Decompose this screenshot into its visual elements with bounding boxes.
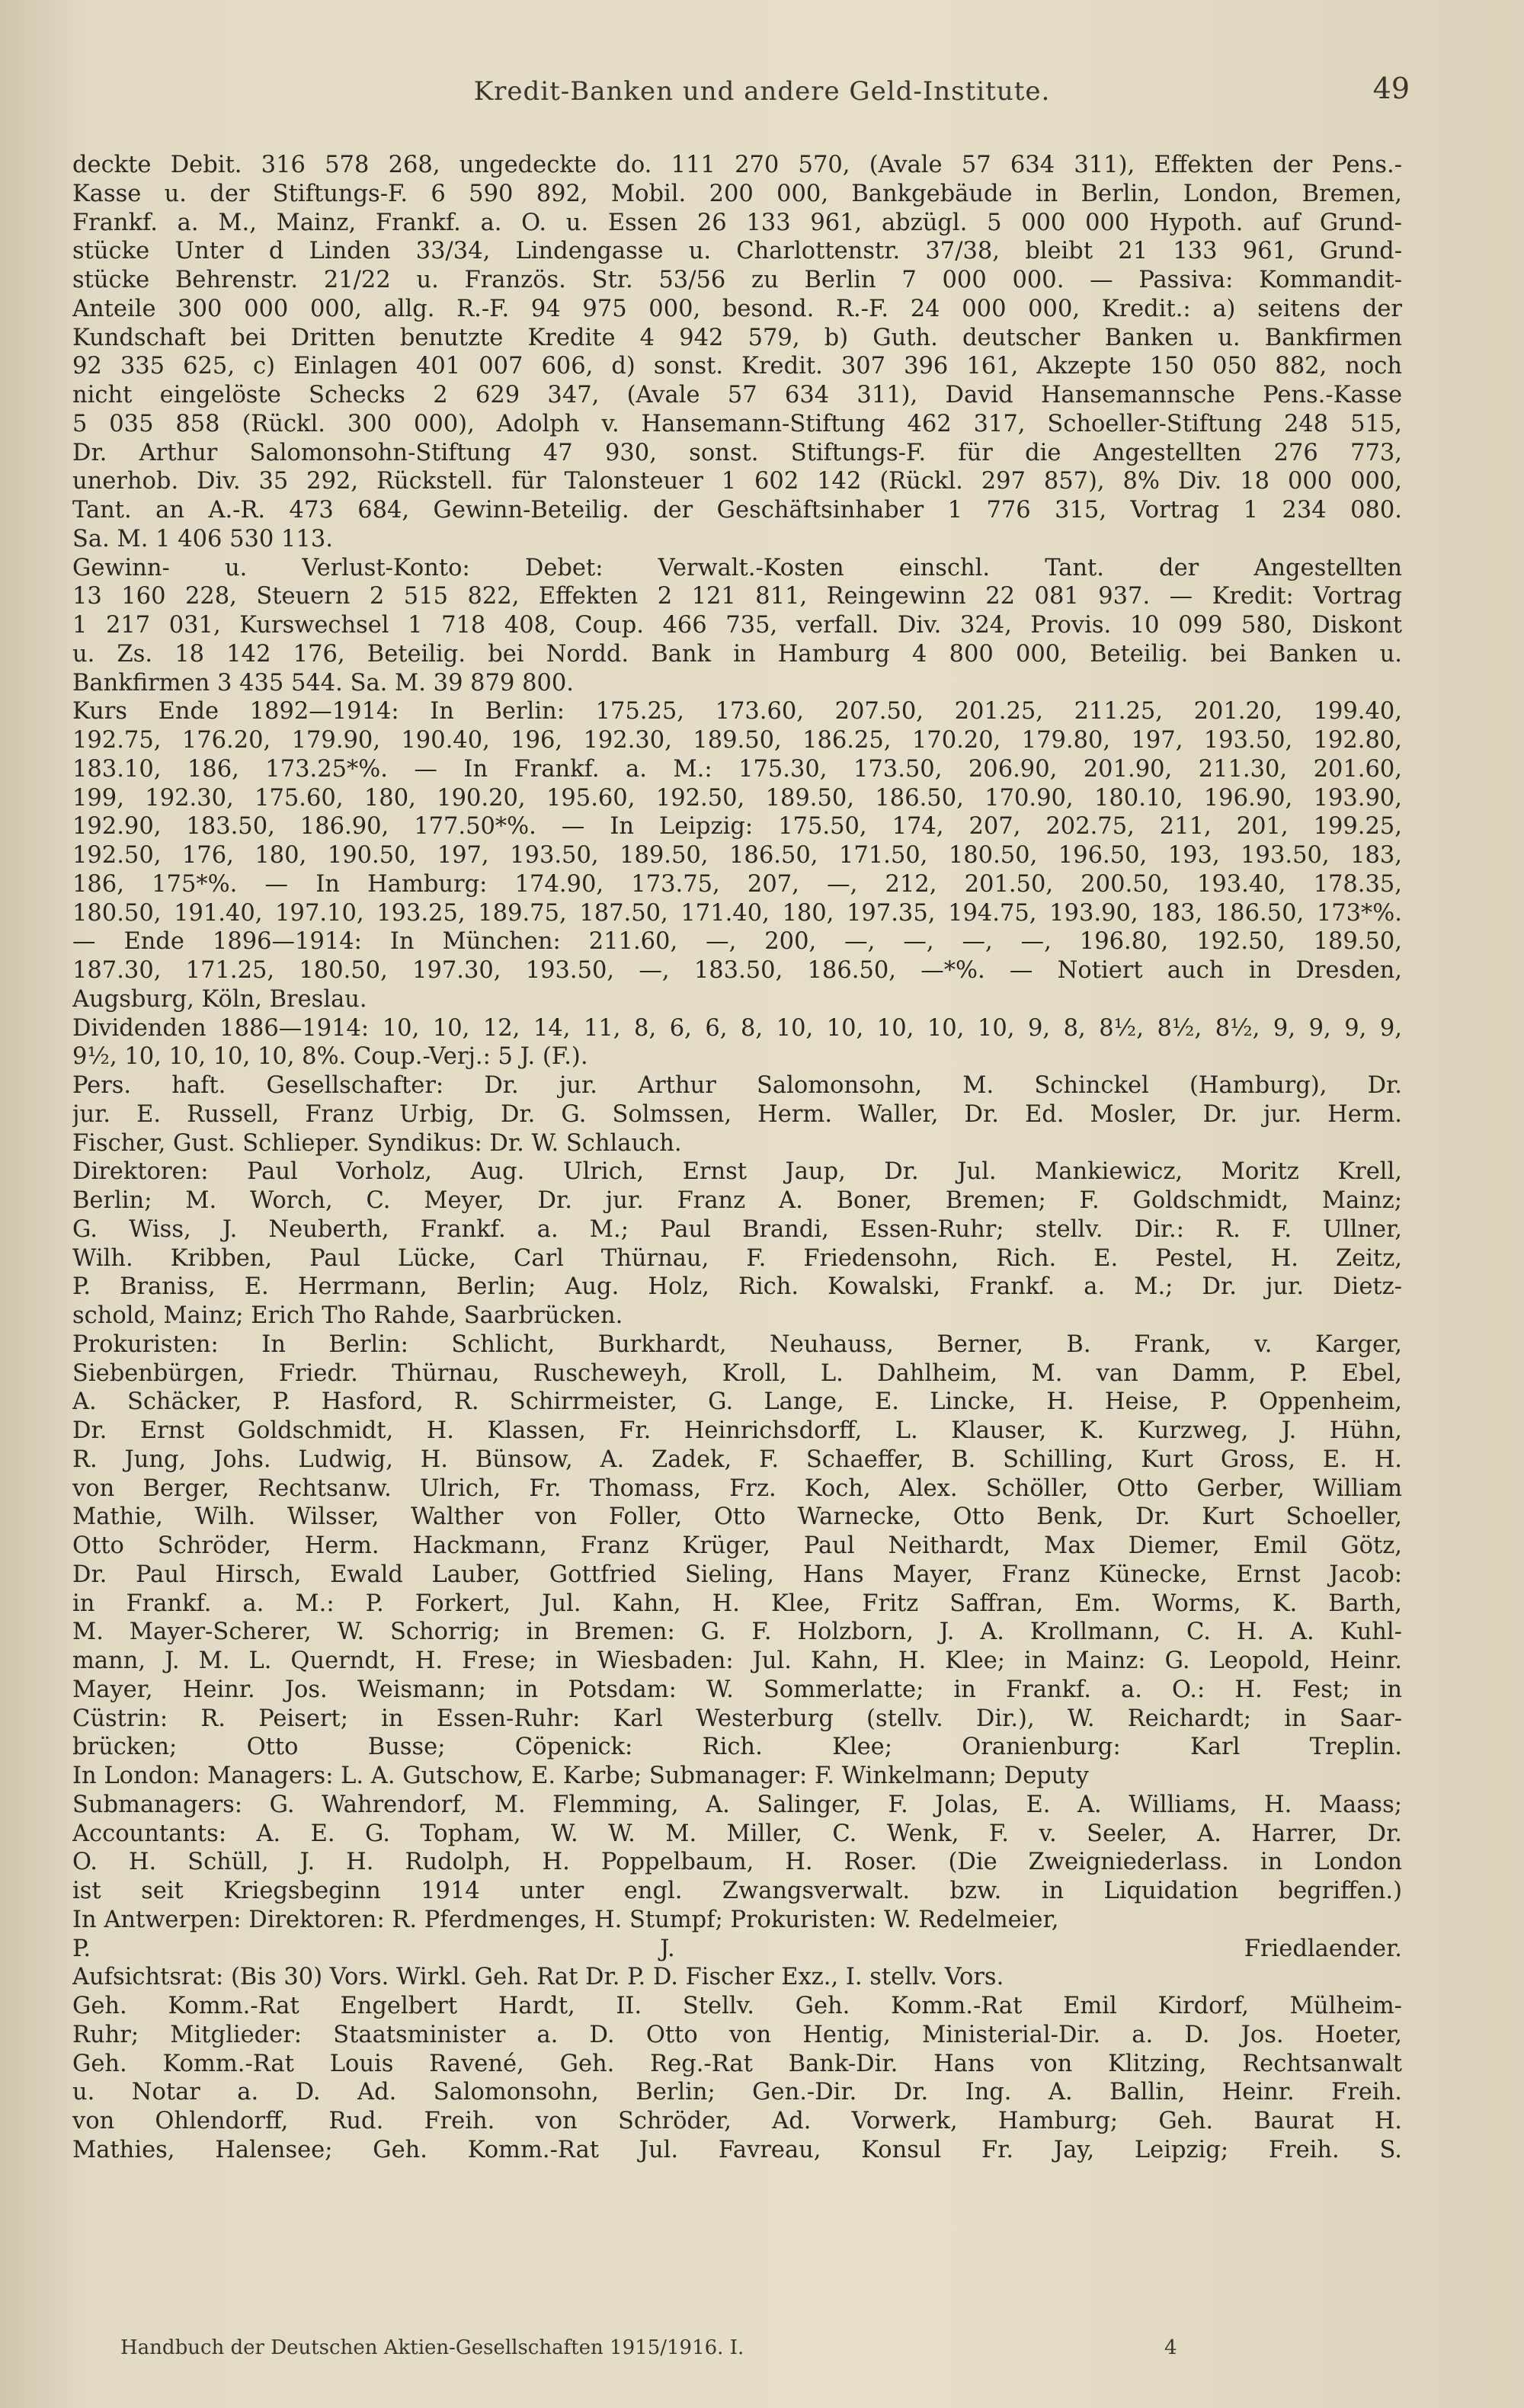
text-line: In Antwerpen: Direktoren: R. Pferdmenges, H. Stumpf; Prokuristen: W. Redelmeier,: [72, 1906, 1059, 1933]
text-line: 186, 175*%. — In Hamburg: 174.90, 173.75, 207, —, 212, 201.50, 200.50, 193.40, 178.35,: [72, 870, 1402, 898]
text-line: 187.30, 171.25, 180.50, 197.30, 193.50, —, 183.50, 186.50, —*%. — Notiert auch in Dresden,: [72, 957, 1402, 984]
text-line: 192.75, 176.20, 179.90, 190.40, 196, 192.30, 189.50, 186.25, 170.20, 179.80, 197, 193.50, 192.80,: [72, 727, 1402, 754]
text-line: 192.90, 183.50, 186.90, 177.50*%. — In Leipzig: 175.50, 174, 207, 202.75, 211, 201, 199.25,: [72, 813, 1402, 841]
text-line: Submanagers: G. Wahrendorf, M. Flemming, A. Salinger, F. Jolas, E. A. Williams, H. Maass;: [72, 1791, 1402, 1818]
text-line: Bankfirmen 3 435 544. Sa. M. 39 879 800.: [72, 669, 574, 696]
page-footer: [120, 2336, 1416, 2367]
footer-publication: Handbuch der Deutschen Aktien-Gesellschaften 1915/1916. I.: [120, 2336, 744, 2359]
text-line: Aufsichtsrat: (Bis 30) Vors. Wirkl. Geh. Rat Dr. P. D. Fischer Exz., I. stellv. Vors.: [72, 1964, 1004, 1991]
text-line: P. J. Friedlaender.: [72, 1935, 1402, 1962]
text-line: Tant. an A.-R. 473 684, Gewinn-Beteilig. der Geschäftsinhaber 1 776 315, Vortrag 1 234 080.: [72, 497, 1402, 524]
text-line: 192.50, 176, 180, 190.50, 197, 193.50, 189.50, 186.50, 171.50, 180.50, 196.50, 193, 193.50, 183,: [72, 842, 1402, 869]
text-line: Kasse u. der Stiftungs-F. 6 590 892, Mobil. 200 000, Bankgebäude in Berlin, London, Bremen,: [72, 180, 1402, 207]
text-line: Anteile 300 000 000, allg. R.-F. 94 975 000, besond. R.-F. 24 000 000, Kredit.: a) seitens der: [72, 295, 1402, 322]
text-line: 13 160 228, Steuern 2 515 822, Effekten 2 121 811, Reingewinn 22 081 937. — Kredit: Vortrag: [72, 583, 1402, 610]
text-line: Wilh. Kribben, Paul Lücke, Carl Thürnau, F. Friedensohn, Rich. E. Pestel, H. Zeitz,: [72, 1244, 1402, 1272]
text-line: stücke Behrenstr. 21/22 u. Französ. Str. 53/56 zu Berlin 7 000 000. — Passiva: Kommandit-: [72, 267, 1402, 293]
text-line: Pers. haft. Gesellschafter: Dr. jur. Arthur Salomonsohn, M. Schinckel (Hamburg), Dr.: [72, 1072, 1402, 1099]
text-line: Direktoren: Paul Vorholz, Aug. Ulrich, Ernst Jaup, Dr. Jul. Mankiewicz, Moritz Krell,: [72, 1158, 1402, 1186]
text-line: nicht eingelöste Schecks 2 629 347, (Avale 57 634 311), David Hansemannsche Pens.-Kasse: [72, 382, 1402, 408]
text-line: Geh. Komm.-Rat Louis Ravené, Geh. Reg.-Rat Bank-Dir. Hans von Klitzing, Rechtsanwalt: [72, 2050, 1402, 2077]
running-title: Kredit-Banken und andere Geld-Institute.: [473, 76, 1051, 107]
text-line: Sa. M. 1 406 530 113.: [72, 525, 333, 552]
text-line: Kurs Ende 1892—1914: In Berlin: 175.25, 173.60, 207.50, 201.25, 211.25, 201.20, 199.40,: [72, 698, 1402, 725]
text-line: Dr. Ernst Goldschmidt, H. Klassen, Fr. Heinrichsdorff, L. Klauser, K. Kurzweg, J. Hühn,: [72, 1417, 1402, 1444]
text-line: R. Jung, Johs. Ludwig, H. Bünsow, A. Zadek, F. Schaeffer, B. Schilling, Kurt Gross, E. H.: [72, 1446, 1402, 1473]
text-line: mann, J. M. L. Querndt, H. Frese; in Wiesbaden: Jul. Kahn, H. Klee; in Mainz: G. Leopold, Heinr.: [72, 1647, 1402, 1674]
text-line: schold, Mainz; Erich Tho Rahde, Saarbrücken.: [72, 1302, 623, 1329]
text-line: Accountants: A. E. G. Topham, W. W. M. Miller, C. Wenk, F. v. Seeler, A. Harrer, Dr.: [72, 1820, 1402, 1847]
page-header: [0, 70, 1524, 116]
text-line: 9½, 10, 10, 10, 10, 8%. Coup.-Verj.: 5 J. (F.).: [72, 1043, 588, 1071]
text-line: ist seit Kriegsbeginn 1914 unter engl. Zwangsverwalt. bzw. in Liquidation begriffen.): [72, 1878, 1402, 1904]
text-line: Mayer, Heinr. Jos. Weismann; in Potsdam: W. Sommerlatte; in Frankf. a. O.: H. Fest; in: [72, 1676, 1402, 1703]
text-line: — Ende 1896—1914: In München: 211.60, —, 200, —, —, —, —, 196.80, 192.50, 189.50,: [72, 928, 1402, 956]
text-line: 183.10, 186, 173.25*%. — In Frankf. a. M.: 175.30, 173.50, 206.90, 201.90, 211.30, 201.60,: [72, 755, 1402, 783]
text-line: stücke Unter d Linden 33/34, Lindengasse u. Charlottenstr. 37/38, bleibt 21 133 961, Grund-: [72, 238, 1402, 265]
text-line: Dividenden 1886—1914: 10, 10, 12, 14, 11, 8, 6, 6, 8, 10, 10, 10, 10, 10, 9, 8, 8½, 8½, 8½, 9, 9, 9, 9,: [72, 1014, 1402, 1042]
text-line: deckte Debit. 316 578 268, ungedeckte do. 111 270 570, (Avale 57 634 311), Effekten der Pens.-: [72, 152, 1402, 178]
text-line: Dr. Paul Hirsch, Ewald Lauber, Gottfried Sieling, Hans Mayer, Franz Künecke, Ernst Jacob:: [72, 1561, 1402, 1588]
body-text: [72, 151, 1402, 2165]
text-line: Geh. Komm.-Rat Engelbert Hardt, II. Stellv. Geh. Komm.-Rat Emil Kirdorf, Mülheim-: [72, 1993, 1402, 2019]
text-line: von Berger, Rechtsanw. Ulrich, Fr. Thomass, Frz. Koch, Alex. Schöller, Otto Gerber, William: [72, 1475, 1402, 1502]
text-line: Otto Schröder, Herm. Hackmann, Franz Krüger, Paul Neithardt, Max Diemer, Emil Götz,: [72, 1532, 1402, 1559]
text-line: O. H. Schüll, J. H. Rudolph, H. Poppelbaum, H. Roser. (Die Zweigniederlass. in London: [72, 1849, 1402, 1876]
text-line: Prokuristen: In Berlin: Schlicht, Burkhardt, Neuhauss, Berner, B. Frank, v. Karger,: [72, 1330, 1402, 1358]
text-line: 5 035 858 (Rückl. 300 000), Adolph v. Hansemann-Stiftung 462 317, Schoeller-Stiftung 248 515,: [72, 410, 1402, 437]
text-line: M. Mayer-Scherer, W. Schorrig; in Bremen: G. F. Holzborn, J. A. Krollmann, C. H. A. Kuhl-: [72, 1619, 1402, 1646]
text-line: Fischer, Gust. Schlieper. Syndikus: Dr. W. Schlauch.: [72, 1129, 682, 1157]
text-line: 1 217 031, Kurswechsel 1 718 408, Coup. 466 735, verfall. Div. 324, Provis. 10 099 580, Diskont: [72, 612, 1402, 639]
text-line: A. Schäcker, P. Hasford, R. Schirrmeister, G. Lange, E. Lincke, H. Heise, P. Oppenheim,: [72, 1388, 1402, 1416]
text-line: jur. E. Russell, Franz Urbig, Dr. G. Solmssen, Herm. Waller, Dr. Ed. Mosler, Dr. jur. Herm.: [72, 1100, 1402, 1128]
text-line: Augsburg, Köln, Breslau.: [72, 985, 367, 1013]
text-line: Kundschaft bei Dritten benutzte Kredite 4 942 579, b) Guth. deutscher Banken u. Bankfirmen: [72, 324, 1402, 351]
text-line: Mathie, Wilh. Wilsser, Walther von Foller, Otto Warnecke, Otto Benk, Dr. Kurt Schoeller,: [72, 1503, 1402, 1531]
text-line: 199, 192.30, 175.60, 180, 190.20, 195.60, 192.50, 189.50, 186.50, 170.90, 180.10, 196.90, 193.90,: [72, 784, 1402, 812]
text-line: Frankf. a. M., Mainz, Frankf. a. O. u. Essen 26 133 961, abzügl. 5 000 000 Hypoth. auf Grund-: [72, 209, 1402, 236]
text-line: Berlin; M. Worch, C. Meyer, Dr. jur. Franz A. Boner, Bremen; F. Goldschmidt, Mainz;: [72, 1187, 1402, 1214]
text-line: In London: Managers: L. A. Gutschow, E. Karbe; Submanager: F. Winkelmann; Deputy: [72, 1763, 1089, 1789]
text-line: u. Notar a. D. Ad. Salomonsohn, Berlin; Gen.-Dir. Dr. Ing. A. Ballin, Heinr. Freih.: [72, 2079, 1402, 2106]
text-line: Gewinn- u. Verlust-Konto: Debet: Verwalt.-Kosten einschl. Tant. der Angestellten: [72, 554, 1402, 581]
page-number: 49: [1372, 72, 1410, 105]
text-line: Siebenbürgen, Friedr. Thürnau, Ruscheweyh, Kroll, L. Dahlheim, M. van Damm, P. Ebel,: [72, 1359, 1402, 1387]
text-line: von Ohlendorff, Rud. Freih. von Schröder, Ad. Vorwerk, Hamburg; Geh. Baurat H.: [72, 2108, 1402, 2134]
text-line: P. Braniss, E. Herrmann, Berlin; Aug. Holz, Rich. Kowalski, Frankf. a. M.; Dr. jur. Dietz-: [72, 1273, 1402, 1301]
text-line: brücken; Otto Busse; Cöpenick: Rich. Klee; Oranienburg: Karl Treplin.: [72, 1734, 1402, 1761]
text-line: Mathies, Halensee; Geh. Komm.-Rat Jul. Favreau, Konsul Fr. Jay, Leipzig; Freih. S.: [72, 2136, 1402, 2163]
text-line: G. Wiss, J. Neuberth, Frankf. a. M.; Paul Brandi, Essen-Ruhr; stellv. Dir.: R. F. Ullner,: [72, 1215, 1402, 1243]
text-line: 180.50, 191.40, 197.10, 193.25, 189.75, 187.50, 171.40, 180, 197.35, 194.75, 193.90, 183, 186.50, 173*%.: [72, 899, 1402, 927]
footer-signature-mark: 4: [1164, 2336, 1177, 2359]
text-line: unerhob. Div. 35 292, Rückstell. für Talonsteuer 1 602 142 (Rückl. 297 857), 8% Div. 18 000 000,: [72, 468, 1402, 495]
text-line: Cüstrin: R. Peisert; in Essen-Ruhr: Karl Westerburg (stellv. Dir.), W. Reichardt; in Saar-: [72, 1705, 1402, 1732]
text-line: 92 335 625, c) Einlagen 401 007 606, d) sonst. Kredit. 307 396 161, Akzepte 150 050 882, noch: [72, 353, 1402, 380]
text-line: Dr. Arthur Salomonsohn-Stiftung 47 930, sonst. Stiftungs-F. für die Angestellten 276 773,: [72, 439, 1402, 466]
text-line: u. Zs. 18 142 176, Beteilig. bei Nordd. Bank in Hamburg 4 800 000, Beteilig. bei Banken u.: [72, 640, 1402, 668]
text-line: in Frankf. a. M.: P. Forkert, Jul. Kahn, H. Klee, Fritz Saffran, Em. Worms, K. Barth,: [72, 1590, 1402, 1617]
text-line: Ruhr; Mitglieder: Staatsminister a. D. Otto von Hentig, Ministerial-Dir. a. D. Jos. Hoeter,: [72, 2021, 1402, 2048]
